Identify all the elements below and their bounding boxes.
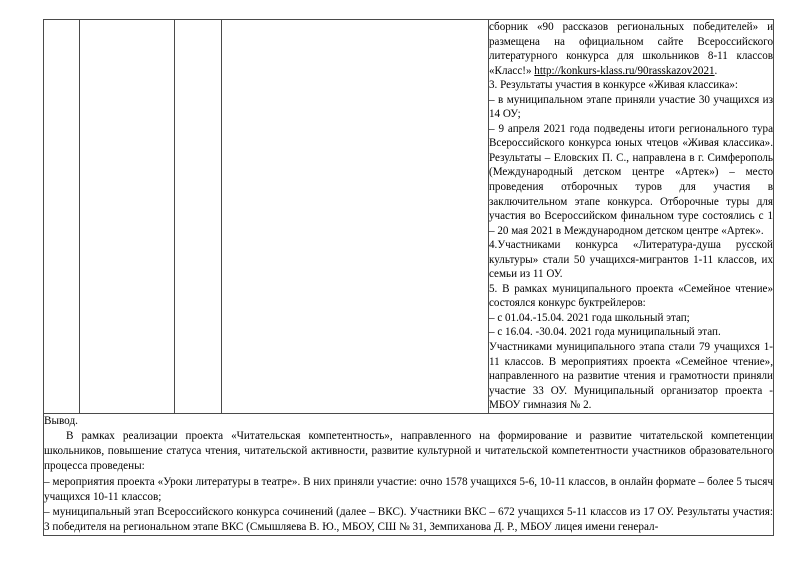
table-cell-column-2 <box>80 20 175 414</box>
conclusion-intro: В рамках реализации проекта «Читательская компетентность», направленного на формирование и развитие читательской компетенции школьников, повышение статуса чтения, читательской активности, развитие культурной и читательской компетентности участников образовательного процесса проведены: <box>44 429 773 473</box>
konkurs-klass-link[interactable]: http://konkurs-klass.ru/90rasskazov2021 <box>534 64 715 77</box>
paragraph-item-3-bullet-municipal: – в муниципальном этапе приняли участие 30 учащихся из 14 ОУ; <box>489 93 773 121</box>
paragraph-item-3-bullet-regional: – 9 апреля 2021 года подведены итоги регионального тура Всероссийского конкурса юных чтецов «Живая классика». Результаты – Еловских П. С., направлена в г. Симферополь (Международный детском центре «Артек») – место проведения отборочных туров для участия в заключительном этапе конкурса. Отборочные туры для участия во Всероссийском финальном туре состоялись с 1 – 20 мая 2021 в Международном детском центре «Артек». <box>489 122 773 237</box>
paragraph-item-5-participants: Участниками муниципального этапа стали 79 учащихся 1-11 классов. В мероприятиях проекта «Семейное чтение», направленного на развитие чтения и грамотности приняли участие 33 ОУ. Муниципальный организатор проекта - МБОУ гимназия № 2. <box>489 341 773 412</box>
conclusion-title: Вывод. <box>44 414 78 427</box>
conclusion-bullet-theatre: – мероприятия проекта «Уроки литературы в театре». В них приняли участие: очно 1578 учащихся 5-6, 10-11 классов, в онлайн формате – более 5 тысяч учащихся 10-11 классов; <box>44 475 773 503</box>
paragraph-item-5-school-stage: – с 01.04.-15.04. 2021 года школьный этап; <box>489 311 690 324</box>
table-cell-column-3 <box>175 20 222 414</box>
table-cell-column-1 <box>44 20 80 414</box>
paragraph-item-4: 4.Участниками конкурса «Литература-душа русской культуры» стали 50 учащихся-мигрантов 1-11 классов, их семьи из 11 ОУ. <box>489 239 773 281</box>
paragraph-item-5-municipal-stage: – с 16.04. -30.04. 2021 года муниципальный этап. <box>489 326 721 339</box>
collection-info-text: сборник «90 рассказов региональных победителей» и размещена на официальном сайте Всероссийского литературного конкурса для школьников 8-11 классов «Класс!» <box>489 21 773 77</box>
collection-info-period: . <box>714 64 718 77</box>
table-cell-activities <box>489 20 774 414</box>
paragraph-item-3-heading: 3. Результаты участия в конкурсе «Живая классика»: <box>489 79 739 92</box>
table-cell-column-4 <box>222 20 489 414</box>
table-cell-conclusion <box>44 413 774 536</box>
report-table <box>43 19 774 536</box>
paragraph-collection-info <box>489 20 773 78</box>
conclusion-bullet-essays: – муниципальный этап Всероссийского конкурса сочинений (далее – ВКС). Участники ВКС – 672 учащихся 5-11 классов из 17 ОУ. Результаты участия: 3 победителя на региональном этапе ВКС (Смышляева В. Ю., МБОУ, СШ № 31, Земпиханова Д. Р., МБОУ лицея имени генерал- <box>44 505 773 534</box>
paragraph-item-5-heading: 5. В рамках муниципального проекта «Семейное чтение» состоялся конкурс буктрейлеров: <box>489 282 773 310</box>
table-row-content <box>44 20 774 414</box>
table-row-conclusion <box>44 413 774 536</box>
